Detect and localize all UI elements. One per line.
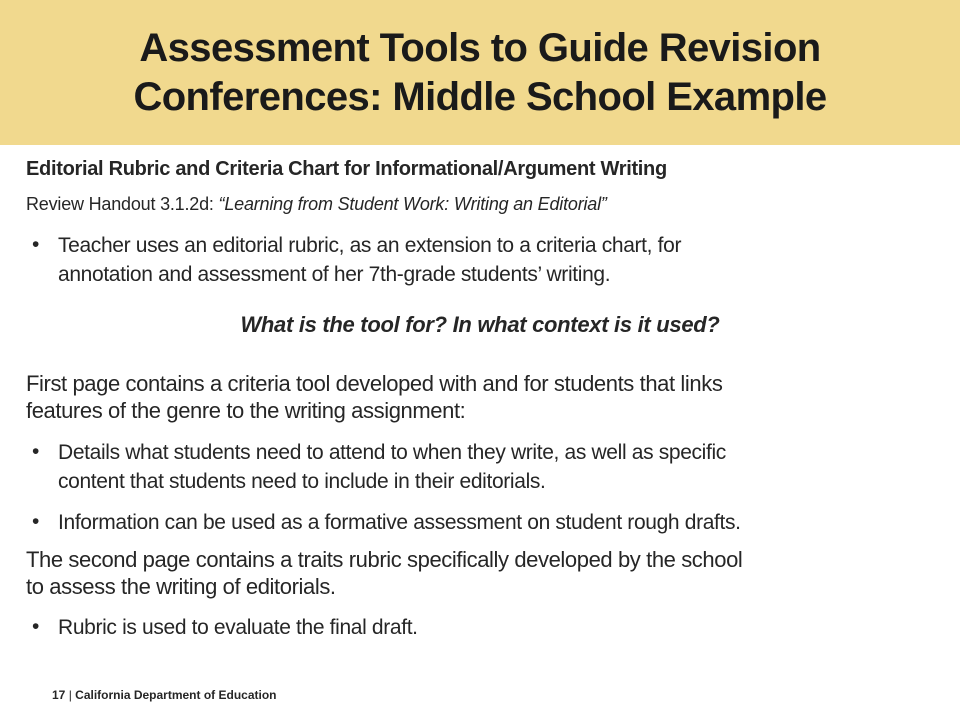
paragraph-1-line-1: First page contains a criteria tool developed with and for students that links — [26, 371, 723, 396]
handout-reference-title: “Learning from Student Work: Writing an Editorial” — [218, 194, 607, 214]
bullet-1-line-2: annotation and assessment of her 7th-grade students’ writing. — [58, 263, 611, 286]
bullet-marker: • — [32, 440, 40, 463]
paragraph-2-line-2: to assess the writing of editorials. — [26, 574, 336, 599]
bullet-3: Information can be used as a formative assessment on student rough drafts. — [58, 511, 741, 534]
bullet-1-line-1: Teacher uses an editorial rubric, as an extension to a criteria chart, for — [58, 234, 682, 257]
bullet-2-line-1: Details what students need to attend to when they write, as well as specific — [58, 441, 726, 464]
bullet-4: Rubric is used to evaluate the final draft. — [58, 616, 418, 639]
slide-title-line-1: Assessment Tools to Guide Revision — [139, 25, 821, 70]
bullet-marker: • — [32, 233, 40, 256]
slide-title-line-2: Conferences: Middle School Example — [133, 74, 827, 119]
title-banner — [0, 0, 960, 145]
handout-reference — [26, 194, 607, 215]
guiding-question: What is the tool for? In what context is it used? — [240, 312, 720, 337]
paragraph-2-line-1: The second page contains a traits rubric specifically developed by the school — [26, 547, 743, 572]
bullet-marker: • — [32, 615, 40, 638]
footer — [52, 688, 277, 702]
subheading: Editorial Rubric and Criteria Chart for Informational/Argument Writing — [26, 158, 667, 180]
bullet-marker: • — [32, 510, 40, 533]
page-number: 17 — [52, 688, 66, 702]
handout-reference-prefix: Review Handout 3.1.2d: — [26, 194, 219, 214]
bullet-2-line-2: content that students need to include in their editorials. — [58, 470, 546, 493]
paragraph-1-line-2: features of the genre to the writing assignment: — [26, 398, 466, 423]
footer-separator: | — [65, 688, 76, 702]
footer-organization: California Department of Education — [75, 688, 277, 702]
